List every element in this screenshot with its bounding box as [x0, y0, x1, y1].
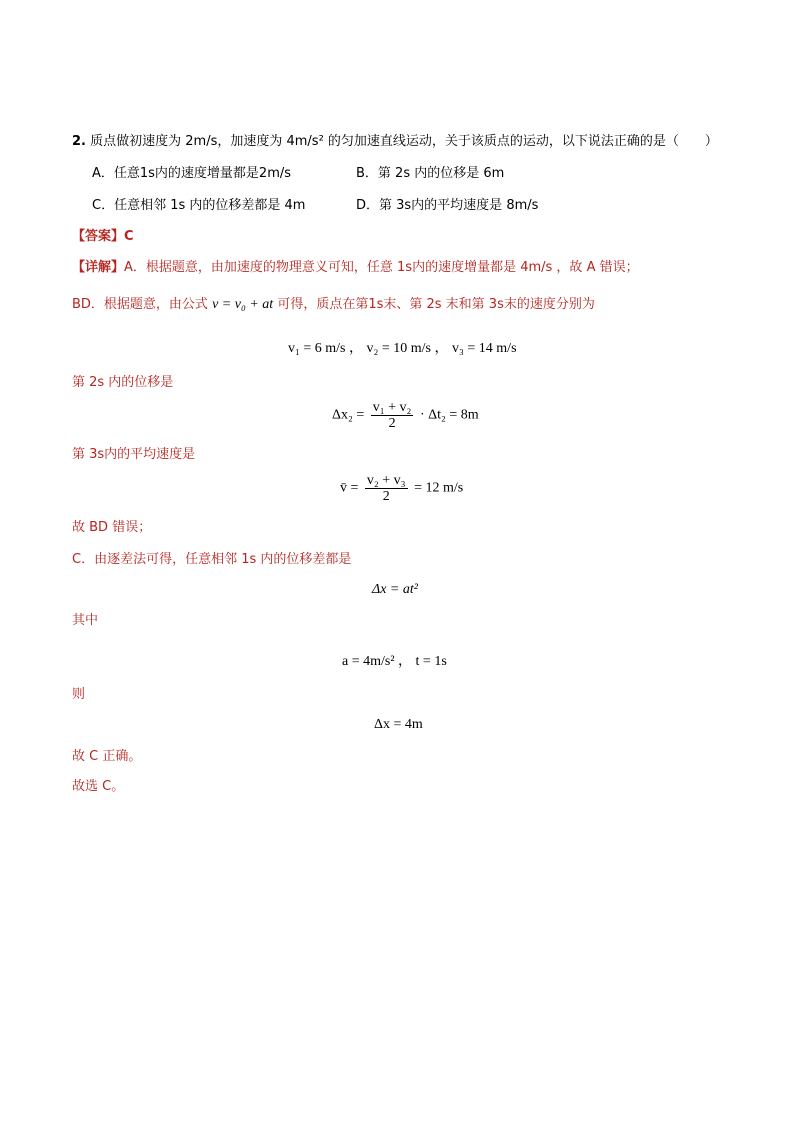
explanation-bd-pre: BD．根据题意，由公式 — [72, 297, 208, 312]
eq-disp-den: 2 — [388, 416, 396, 431]
eq-disp-fraction — [371, 400, 414, 431]
explanation-a-text: A．根据题意，由加速度的物理意义可知，任意 1s内的速度增量都是 4m/s ，故 A 错误； — [124, 260, 639, 275]
equation-result: Δx = 4m — [374, 717, 423, 732]
equation-average — [340, 473, 463, 504]
label-avg-3s: 第 3s内的平均速度是 — [72, 447, 196, 462]
option-a: A．任意1s内的速度增量都是2m/s — [92, 166, 292, 181]
answer-line — [72, 229, 134, 245]
eq-avg-left: v̄ = — [340, 480, 359, 496]
eq-avg-den: 2 — [382, 489, 390, 504]
explanation-label: 【详解】 — [72, 260, 125, 275]
option-b: B．第 2s 内的位移是 6m — [356, 166, 505, 181]
label-then: 则 — [72, 687, 86, 702]
equation-where: a = 4m/s² ， t = 1s — [342, 654, 447, 669]
equation-displacement — [332, 400, 479, 431]
question-number: 2. — [72, 134, 86, 149]
label-where: 其中 — [72, 613, 99, 628]
formula-velocity: v = v₀ + at — [212, 297, 274, 312]
label-disp-2s: 第 2s 内的位移是 — [72, 375, 174, 390]
final-answer: 故选 C。 — [72, 779, 125, 794]
eq-avg-num: v₂ + v₃ — [366, 473, 406, 488]
explanation-bd — [72, 297, 595, 313]
eq-avg-fraction — [365, 473, 408, 504]
option-d: D．第 3s内的平均速度是 8m/s — [356, 198, 539, 213]
explanation-c: C．由逐差法可得，任意相邻 1s 内的位移差都是 — [72, 552, 352, 567]
eq-disp-left: Δx₂ = — [332, 407, 365, 423]
answer-label: 【答案】 — [72, 229, 125, 244]
equation-velocities: v₁ = 6 m/s ， v₂ = 10 m/s ， v₃ = 14 m/s — [288, 341, 517, 356]
conclusion-c: 故 C 正确。 — [72, 749, 142, 764]
question-text: 质点做初速度为 2m/s，加速度为 4m/s² 的匀加速直线运动，关于该质点的运动，以下说法正确的是（ ） — [90, 134, 718, 149]
option-c: C．任意相邻 1s 内的位移差都是 4m — [92, 198, 306, 213]
equation-delta-x: Δx = at² — [372, 582, 418, 597]
answer-value: C — [124, 229, 134, 244]
eq-disp-num: v₁ + v₂ — [372, 400, 412, 415]
explanation-bd-post: 可得，质点在第1s末、第 2s 末和第 3s末的速度分别为 — [277, 297, 595, 312]
question-stem — [72, 134, 718, 150]
eq-avg-right: = 12 m/s — [414, 480, 464, 496]
eq-disp-right: · Δt₂ = 8m — [419, 407, 479, 423]
conclusion-bd: 故 BD 错误； — [72, 520, 152, 535]
explanation-a — [72, 260, 639, 276]
